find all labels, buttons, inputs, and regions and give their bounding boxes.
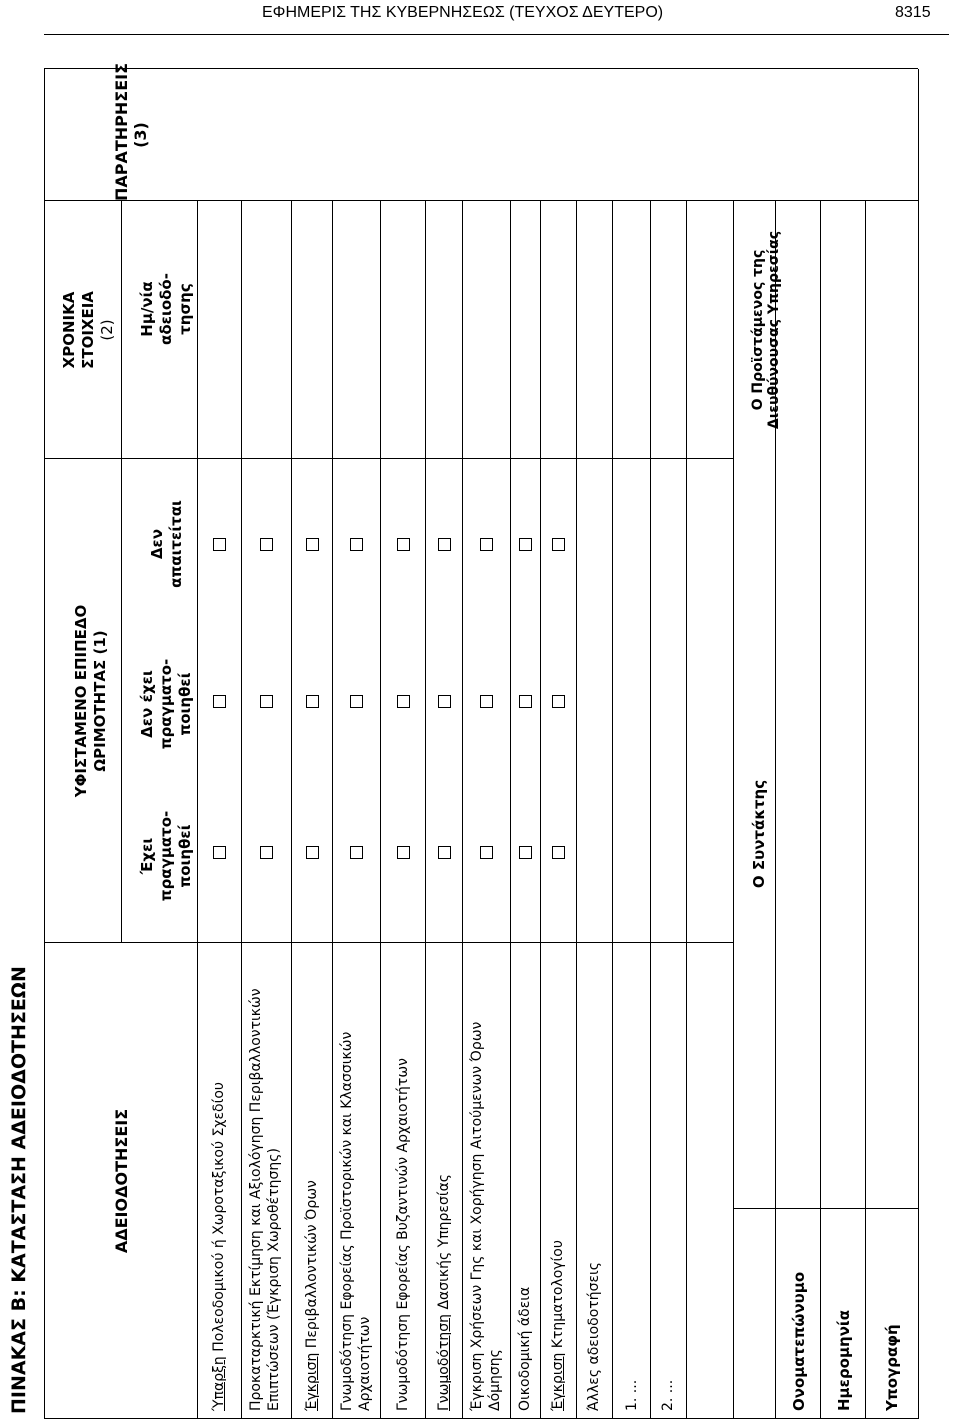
checkbox-not-done[interactable] xyxy=(306,695,319,708)
row-label-text: Προκαταρκτική Εκτίμηση και Αξιολόγηση Περιβαλλοντικών xyxy=(248,988,264,1411)
sub-header-done xyxy=(138,781,195,931)
table-row-label xyxy=(435,971,453,1411)
col-xronika-line3: (2) xyxy=(98,319,116,341)
table-row-label xyxy=(516,971,534,1411)
sub-date-line1: Ημ/νία xyxy=(138,281,156,337)
row-label-line1 xyxy=(435,971,453,1411)
page-number: 8315 xyxy=(895,4,931,21)
row-label-text: 1. ... xyxy=(624,1379,640,1411)
table-row-label xyxy=(303,971,321,1411)
checkbox-done[interactable] xyxy=(519,846,532,859)
row-divider xyxy=(462,201,463,1419)
row-label-line1 xyxy=(516,971,534,1411)
col-header-wrimotita-line2: ΩΡΙΜΟΤΗΤΑΣ (1) xyxy=(91,630,109,772)
signature-director-heading: Ο Προϊστάμενος της Διευθύνουσας Υπηρεσίας xyxy=(750,230,782,430)
row-divider xyxy=(380,201,381,1419)
sub-notdone-line3: ποιηθεί xyxy=(176,672,194,736)
row-label-text: Κτηματολογίου xyxy=(550,1240,566,1353)
sub-header-notreq xyxy=(148,469,186,619)
table-row-label xyxy=(338,971,374,1411)
subheader-divider xyxy=(121,201,122,943)
date-label: Ημερομηνία xyxy=(835,1309,853,1411)
row-label-text: Πολεοδομικού ή Χωροταξικού Σχεδίου xyxy=(211,1081,227,1357)
table-title: ΠΙΝΑΚΑΣ Β: ΚΑΤΑΣΤΑΣΗ ΑΔΕΙΟΔΟΤΗΣΕΩΝ xyxy=(8,966,30,1414)
row-label-line2: Αρχαιοτήτων xyxy=(357,1316,373,1411)
col-xronika-line1: ΧΡΟΝΙΚΑ xyxy=(60,291,78,369)
checkbox-done[interactable] xyxy=(260,846,273,859)
row-label-line2: Δόμησης xyxy=(487,1349,503,1411)
row-label-underlined: Έγκριση xyxy=(550,1352,566,1411)
checkbox-not-done[interactable] xyxy=(480,695,493,708)
signature-name-rule xyxy=(820,201,821,1419)
table-row-label xyxy=(659,971,677,1411)
signature-date-rule xyxy=(865,201,866,1419)
sub-date-line3: τησης xyxy=(176,283,194,335)
checkbox-not-done[interactable] xyxy=(397,695,410,708)
row-label-text: Γνωμοδότηση Εφορείας Βυζαντινών Αρχαιοτήτων xyxy=(395,1058,411,1411)
row-label-underlined: Ύπαρξη xyxy=(211,1356,227,1411)
table-row-label xyxy=(394,971,412,1411)
row-divider xyxy=(291,201,292,1419)
checkbox-done[interactable] xyxy=(350,846,363,859)
row-label-line1 xyxy=(210,971,228,1411)
row-divider xyxy=(650,201,651,1419)
row-label-line1 xyxy=(659,971,677,1411)
table-row-label xyxy=(585,971,603,1411)
checkbox-not-done[interactable] xyxy=(552,695,565,708)
row-divider xyxy=(425,201,426,1419)
col-header-paratiriseis: ΠΑΡΑΤΗΡΗΣΕΙΣ (3) xyxy=(112,62,150,201)
table-row-label xyxy=(549,971,567,1411)
row-divider xyxy=(576,201,577,1419)
gazette-title: ΕΦΗΜΕΡΙΣ ΤΗΣ ΚΥΒΕΡΝΗΣΕΩΣ (ΤΕΥΧΟΣ ΔΕΥΤΕΡΟ) xyxy=(262,4,664,21)
signature-top-rule xyxy=(733,201,734,1419)
checkbox-done[interactable] xyxy=(306,846,319,859)
row-divider xyxy=(612,201,613,1419)
sub-done-line2: πραγματο- xyxy=(157,810,175,902)
checkbox-not-done[interactable] xyxy=(438,695,451,708)
checkbox-not-done[interactable] xyxy=(260,695,273,708)
row-divider xyxy=(540,201,541,1419)
row-label-line1 xyxy=(549,971,567,1411)
row-divider xyxy=(332,201,333,1419)
checkbox-done[interactable] xyxy=(552,846,565,859)
sub-notdone-line2: πραγματο- xyxy=(157,658,175,750)
row-label-text: Άλλες αδειοδοτήσεις xyxy=(586,1262,602,1411)
table-row-label xyxy=(247,971,283,1411)
sub-date-line2: αδειοδό- xyxy=(157,273,175,345)
col-header-wrimotita-line1: ΥΦΙΣΤΑΜΕΝΟ ΕΠΙΠΕΔΟ xyxy=(72,604,90,798)
checkbox-not-done[interactable] xyxy=(213,695,226,708)
signature-label: Υπογραφή xyxy=(883,1324,901,1411)
col-divider-1 xyxy=(44,942,733,943)
sub-notreq-line2: απαιτείται xyxy=(167,500,185,588)
checkbox-not-required[interactable] xyxy=(350,538,363,551)
checkbox-not-required[interactable] xyxy=(552,538,565,551)
signature-compiler-heading: Ο Συντάκτης xyxy=(750,779,768,889)
table-border-top xyxy=(44,69,45,1419)
checkbox-not-required[interactable] xyxy=(480,538,493,551)
checkbox-not-required[interactable] xyxy=(397,538,410,551)
table-border-right xyxy=(44,68,918,69)
checkbox-not-required[interactable] xyxy=(519,538,532,551)
checkbox-not-required[interactable] xyxy=(260,538,273,551)
name-label: Ονοματεπώνυμο xyxy=(790,1271,808,1411)
row-label-line1 xyxy=(394,971,412,1411)
row-divider xyxy=(510,201,511,1419)
col-xronika-line2: ΣΤΟΙΧΕΙΑ xyxy=(79,291,97,369)
row-label-text: Δασικής Υπηρεσίας xyxy=(436,1173,452,1314)
row-label-text: Περιβαλλοντικών Όρων xyxy=(304,1180,320,1353)
table-row-label xyxy=(210,971,228,1411)
checkbox-done[interactable] xyxy=(480,846,493,859)
col-divider-2 xyxy=(44,458,733,459)
row-label-line1 xyxy=(338,971,356,1411)
col-header-adeiodotiseis: ΑΔΕΙΟΔΟΤΗΣΕΙΣ xyxy=(112,1108,131,1254)
header-divider xyxy=(197,201,198,1419)
row-label-text: Οικοδομική άδεια xyxy=(517,1286,533,1411)
row-label-line1 xyxy=(303,971,321,1411)
row-label-line1 xyxy=(585,971,603,1411)
checkbox-done[interactable] xyxy=(438,846,451,859)
col-divider-3 xyxy=(44,200,918,201)
row-divider xyxy=(686,201,687,1419)
checkbox-not-required[interactable] xyxy=(213,538,226,551)
table-border-bottom xyxy=(918,69,919,1419)
row-label-text: Γνωμοδότηση Εφορείας Προϊστορικών και Κλασσικών xyxy=(339,1031,355,1411)
row-label-text: 2. ... xyxy=(660,1379,676,1411)
sub-header-notdone xyxy=(138,629,195,779)
checkbox-not-required[interactable] xyxy=(306,538,319,551)
row-label-text: Έγκριση Χρήσεων Γης και Χορήγηση Αιτούμενων Όρων xyxy=(469,1021,485,1411)
row-divider xyxy=(241,201,242,1419)
sub-notreq-line1: Δεν xyxy=(148,528,166,560)
checkbox-not-done[interactable] xyxy=(519,695,532,708)
table-row-label xyxy=(468,971,504,1411)
sub-header-date xyxy=(138,239,195,379)
checkbox-not-done[interactable] xyxy=(350,695,363,708)
row-label-underlined: Έγκριση xyxy=(304,1352,320,1411)
row-label-line2: Επιπτώσεων (Έγκριση Χωροθέτησης) xyxy=(266,1148,282,1411)
sub-notdone-line1: Δεν έχει xyxy=(138,670,156,738)
row-label-line1 xyxy=(623,971,641,1411)
col-header-xronika xyxy=(60,201,117,459)
sub-done-line1: Έχει xyxy=(138,837,156,875)
checkbox-not-required[interactable] xyxy=(438,538,451,551)
checkbox-done[interactable] xyxy=(397,846,410,859)
row-label-line1 xyxy=(468,971,486,1411)
row-label-underlined: Γνωμοδότηση xyxy=(436,1314,452,1411)
row-label-line1 xyxy=(247,971,265,1411)
sub-done-line3: ποιηθεί xyxy=(176,824,194,888)
table-row-label xyxy=(623,971,641,1411)
checkbox-done[interactable] xyxy=(213,846,226,859)
